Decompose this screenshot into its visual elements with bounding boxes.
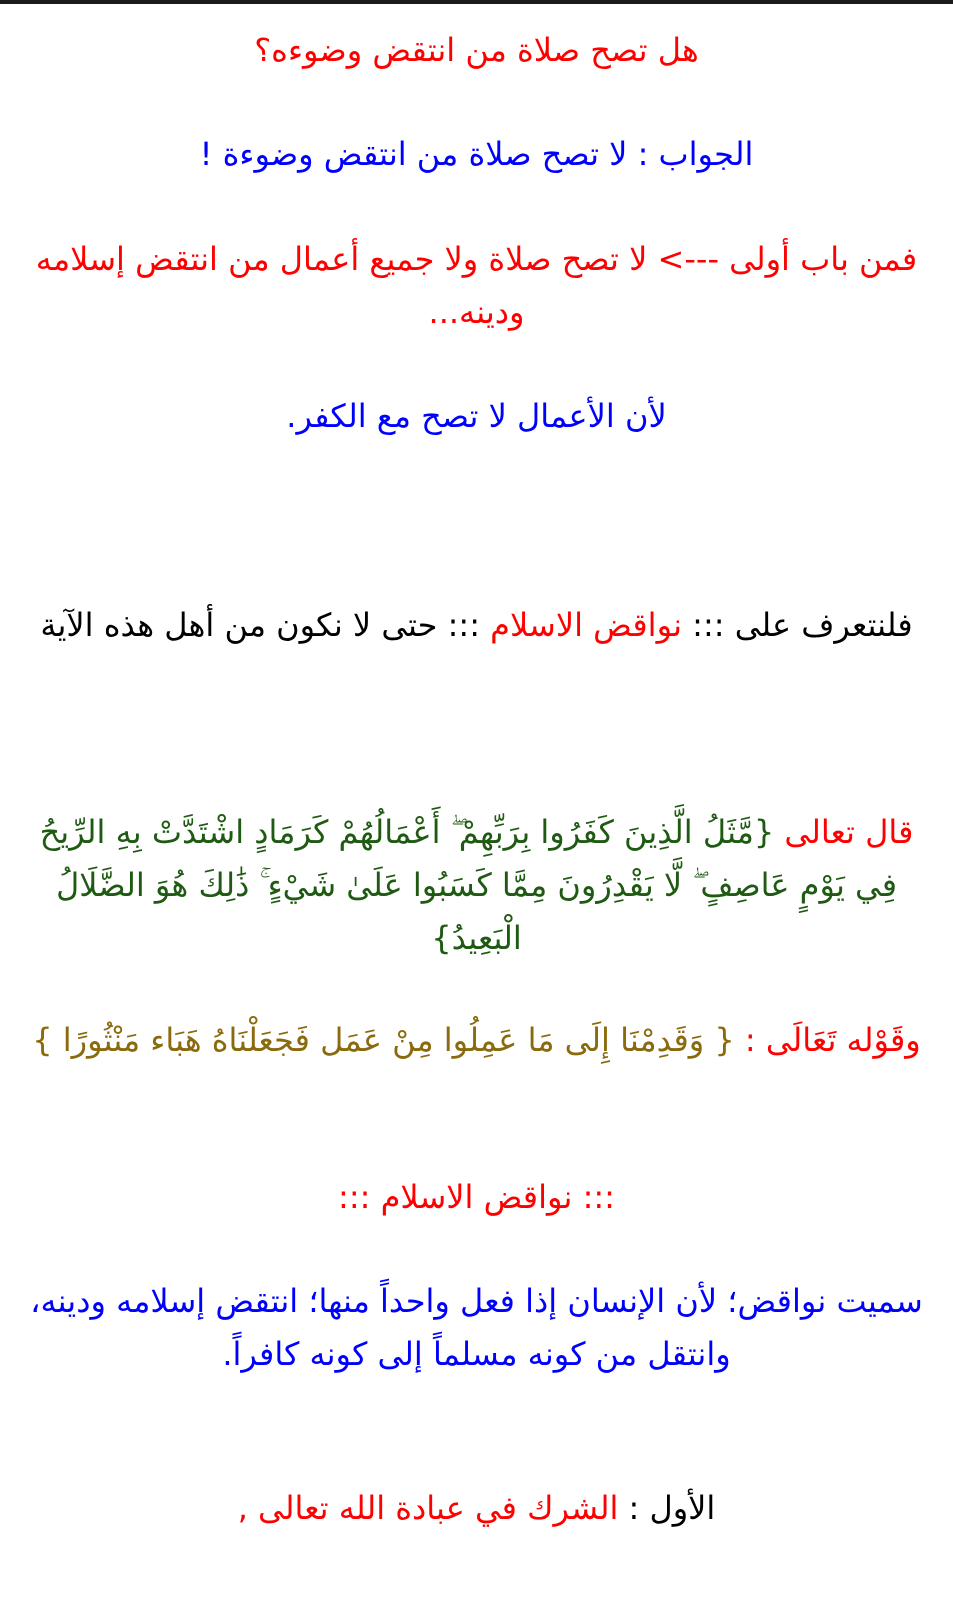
first-label: الأول : [618,1489,716,1527]
intro-paragraph [30,599,923,652]
answer-text: الجواب : لا تصح صلاة من انتقض وضوءة ! [199,135,754,173]
verse-one-prefix: قال تعالى [774,813,914,851]
verse-one [30,806,923,965]
definition-text: سميت نواقض؛ لأن الإنسان إذا فعل واحداً منها؛ انتقض إسلامه ودينه، وانتقل من كونه مسلماً إلى كونه كافراً. [30,1282,923,1373]
first-item [30,1482,923,1535]
verse-two [30,1014,923,1067]
top-divider [0,0,953,4]
section-title: ::: نواقض الاسلام ::: [338,1178,615,1216]
reason-text: لأن الأعمال لا تصح مع الكفر. [286,397,667,435]
intro-after: ::: حتى لا نكون من أهل هذه الآية [40,606,491,644]
intro-before: فلنتعرف على ::: [682,606,913,644]
consequence-text: فمن باب أولى ---> لا تصح صلاة ولا جميع أعمال من انتقض إسلامه ودينه... [35,240,918,331]
first-text: الشرك في عبادة الله تعالى , [237,1489,619,1527]
verse-two-text: { وَقَدِمْنَا إِلَى مَا عَمِلُوا مِنْ عَمَل فَجَعَلْنَاهُ هَبَاء مَنْثُورًا } [32,1021,735,1059]
intro-highlight: نواقض الاسلام [490,606,682,644]
verse-one-text: {مَّثَلُ الَّذِينَ كَفَرُوا بِرَبِّهِمْ ۖ أَعْمَالُهُمْ كَرَمَادٍ اشْتَدَّتْ بِهِ الرِّيحُ فِي يَوْمٍ عَاصِفٍ ۖ لَّا يَقْدِرُونَ مِمَّا كَسَبُوا عَلَىٰ شَيْءٍ ۚ ذَٰلِكَ هُوَ الضَّلَالُ الْبَعِيدُ} [39,813,898,957]
verse-two-prefix: وقَوْله تَعَالَى : [734,1021,921,1059]
question-text: هل تصح صلاة من انتقض وضوءه؟ [254,31,699,69]
